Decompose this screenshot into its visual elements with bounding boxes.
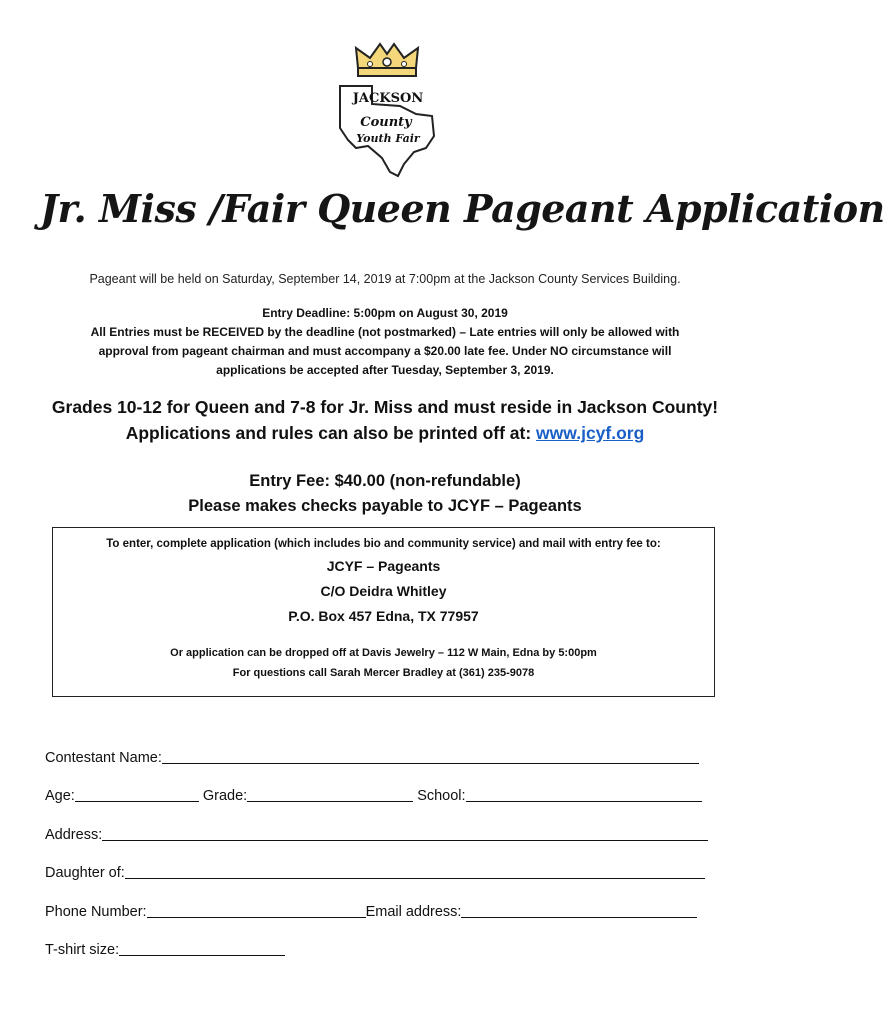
entry-fee-block	[30, 469, 740, 519]
daughter-of-label: Daughter of:	[45, 865, 125, 881]
entry-fee-text: Entry Fee: $40.00 (non-refundable)	[249, 472, 521, 490]
contestant-name-field[interactable]	[162, 743, 699, 764]
address-line: P.O. Box 457 Edna, TX 77957	[288, 608, 479, 624]
eligibility-block	[30, 394, 740, 446]
contestant-name-label: Contestant Name:	[45, 749, 162, 766]
mail-intro: To enter, complete application (which includes bio and community service) and mail with entry fee to:	[106, 538, 661, 550]
svg-text:County: County	[360, 115, 412, 130]
email-field[interactable]	[461, 897, 697, 918]
deadline-rule-line: applications be accepted after Tuesday, September 3, 2019.	[216, 363, 554, 377]
application-form	[45, 727, 735, 958]
deadline-block	[30, 304, 740, 380]
address-field[interactable]	[102, 820, 708, 841]
deadline-line: Entry Deadline: 5:00pm on August 30, 2019	[262, 306, 508, 320]
page-title: Jr. Miss /Fair Queen Pageant Application	[40, 186, 885, 231]
mailing-info-box	[52, 527, 715, 697]
address-label: Address:	[45, 826, 103, 843]
print-info	[30, 420, 740, 446]
svg-text:Youth Fair: Youth Fair	[356, 132, 420, 145]
jackson-county-youth-fair-logo	[328, 40, 446, 180]
mailing-address	[53, 554, 714, 629]
form-row-name	[45, 727, 735, 766]
phone-label: Phone Number:	[45, 903, 147, 920]
grade-field[interactable]	[247, 781, 413, 802]
check-payable-text: Please makes checks payable to JCYF – Pageants	[188, 497, 582, 515]
form-row-contact	[45, 881, 735, 920]
age-label: Age:	[45, 788, 75, 804]
jcyf-website-link[interactable]: www.jcyf.org	[536, 423, 645, 443]
email-label: Email address:	[365, 903, 462, 920]
pageant-date-text: Pageant will be held on Saturday, September 14, 2019 at 7:00pm at the Jackson County Services Building.	[89, 272, 681, 286]
form-row-age	[45, 766, 735, 805]
daughter-of-field[interactable]	[125, 858, 705, 879]
form-row-address	[45, 804, 735, 843]
crown-texas-logo-icon	[328, 40, 446, 180]
tshirt-size-label: T-shirt size:	[45, 942, 120, 958]
school-field[interactable]	[466, 781, 702, 802]
tshirt-size-field[interactable]	[119, 935, 285, 956]
address-line: JCYF – Pageants	[326, 558, 441, 574]
questions-text: For questions call Sarah Mercer Bradley at (361) 235-9078	[232, 667, 535, 679]
deadline-rule-line: All Entries must be RECEIVED by the deadline (not postmarked) – Late entries will only be allowed with	[90, 325, 680, 339]
dropoff-info	[53, 643, 714, 683]
age-field[interactable]	[75, 781, 199, 802]
form-row-daughter	[45, 843, 735, 882]
eligibility-text: Grades 10-12 for Queen and 7-8 for Jr. Miss and must reside in Jackson County!	[51, 397, 719, 417]
school-label: School:	[417, 788, 466, 804]
svg-text:JACKSON: JACKSON	[352, 91, 424, 106]
phone-field[interactable]	[147, 897, 366, 918]
deadline-rule-line: approval from pageant chairman and must accompany a $20.00 late fee. Under NO circumstance will	[98, 344, 672, 358]
print-info-text: Applications and rules can also be printed off at:	[125, 423, 537, 443]
address-line: C/O Deidra Whitley	[320, 583, 447, 599]
form-row-tshirt	[45, 920, 735, 959]
dropoff-text: Or application can be dropped off at Davis Jewelry – 112 W Main, Edna by 5:00pm	[170, 647, 597, 659]
grade-label: Grade:	[202, 788, 248, 804]
